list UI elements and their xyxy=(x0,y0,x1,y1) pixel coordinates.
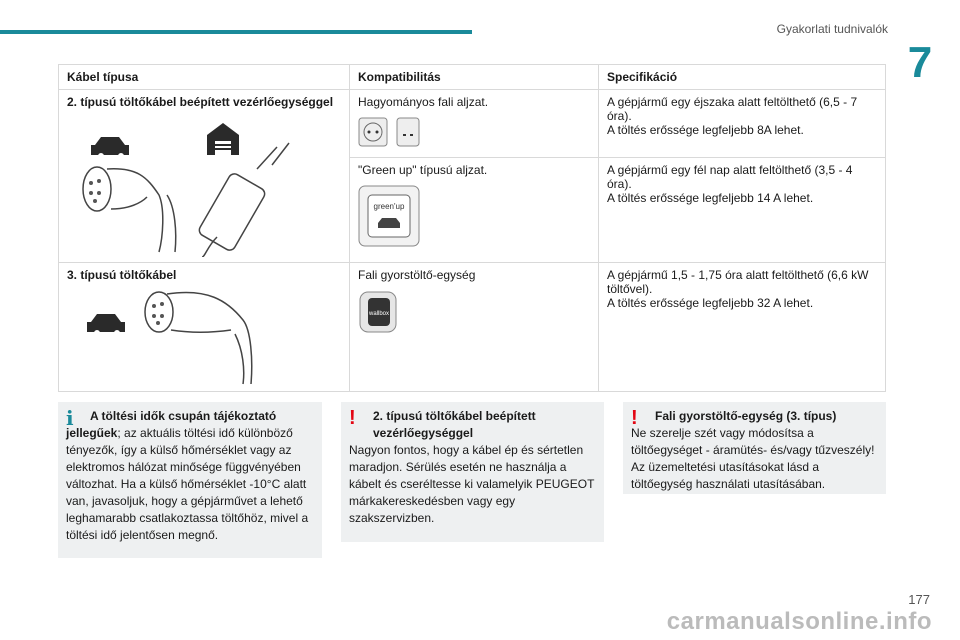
wall-socket-icon xyxy=(358,117,388,147)
wall-socket-alt-icon xyxy=(396,117,420,147)
compat-cell xyxy=(350,263,599,392)
type2-cable-icon xyxy=(67,117,327,257)
note-text xyxy=(66,408,314,544)
compat-label: Hagyományos fali aljzat. xyxy=(358,95,489,109)
note-body: Nagyon fontos, hogy a kábel ép és sértetlen maradjon. Sérülés esetén ne használja a kábelt és cseréltesse ki valamelyik PEUGEOT márkakereskedésben vagy egy szakszervizben. xyxy=(349,443,595,525)
table-row xyxy=(59,263,886,392)
cable-spec-table xyxy=(58,64,886,392)
compat-cell xyxy=(350,157,599,262)
type2-cable-illustration xyxy=(67,117,341,257)
note-body: ; az aktuális töltési idő különböző tényezők, így a külső hőmérséklet vagy az elektromos hálózat minősége függvényében változhat. Ha a külső hőmérséklet -10°C alatt van, javasoljuk, hogy a gépjárművet a lehető leghamarabb csatlakoztassa töltőhöz, mivel a töltési idő jelentősen megnő. xyxy=(66,426,309,542)
warning-icon: ! xyxy=(349,407,356,429)
note-body: Ne szerelje szét vagy módosítsa a töltőegységet - áramütés- és/vagy tűzveszély! Az üzemeltetési utasításokat lásd a töltőegység használati utasításában. xyxy=(631,426,875,491)
greenup-socket-illustration xyxy=(358,185,590,247)
compat-label: "Green up" típusú aljzat. xyxy=(358,162,488,177)
compat-label: Fali gyorstöltő-egység xyxy=(358,268,476,282)
socket-illustrations xyxy=(358,117,590,147)
wallbox-label: wallbox xyxy=(368,311,390,317)
page-number: 177 xyxy=(908,592,930,607)
compat-cell xyxy=(350,90,599,158)
spec-line: A töltés erőssége legfeljebb 14 A lehet. xyxy=(607,190,814,205)
spec-cell xyxy=(599,263,886,392)
greenup-label: green'up xyxy=(373,201,405,211)
header-compat: Kompatibilitás xyxy=(350,65,599,90)
wallbox-illustration xyxy=(358,290,590,334)
chapter-number: 7 xyxy=(907,38,933,87)
table-row xyxy=(59,90,886,158)
spec-line: A töltés erőssége legfeljebb 8A lehet. xyxy=(607,123,804,137)
cable-cell xyxy=(59,263,350,392)
cable-label: 3. típusú töltőkábel xyxy=(67,268,177,282)
spec-cell xyxy=(599,157,886,262)
warning-note-wallbox xyxy=(623,402,886,494)
watermark: carmanualsonline.info xyxy=(666,608,932,635)
spec-line: A töltés erőssége legfeljebb 32 A lehet. xyxy=(607,296,814,310)
header-spec: Specifikáció xyxy=(599,65,886,90)
table-header-row xyxy=(59,65,886,90)
type3-cable-icon xyxy=(67,290,287,386)
spec-line: A gépjármű 1,5 - 1,75 óra alatt feltölthető (6,6 kW töltővel). xyxy=(607,268,869,296)
header-cable: Kábel típusa xyxy=(59,65,350,90)
section-title: Gyakorlati tudnivalók xyxy=(776,22,888,36)
info-note xyxy=(58,402,322,558)
type3-cable-illustration xyxy=(67,290,341,386)
note-heading: A töltési idők csupán tájékoztató jellegűek xyxy=(66,409,277,440)
warning-icon: ! xyxy=(631,407,638,429)
wallbox-icon xyxy=(358,290,398,334)
info-icon: i xyxy=(66,406,74,430)
spec-line: A gépjármű egy éjszaka alatt feltölthető (6,5 - 7 óra). xyxy=(607,95,858,123)
greenup-socket-icon xyxy=(358,185,420,247)
spec-cell xyxy=(599,90,886,158)
warning-note-cable xyxy=(341,402,604,542)
cable-label: 2. típusú töltőkábel beépített vezérlőegységgel xyxy=(67,95,334,109)
header-accent-bar xyxy=(0,30,472,34)
note-heading: Fali gyorstöltő-egység (3. típus) xyxy=(655,409,837,423)
spec-line: A gépjármű egy fél nap alatt feltölthető (3,5 - 4 óra). xyxy=(607,162,853,191)
note-heading: 2. típusú töltőkábel beépített vezérlőegységgel xyxy=(373,409,536,440)
cable-cell xyxy=(59,90,350,263)
